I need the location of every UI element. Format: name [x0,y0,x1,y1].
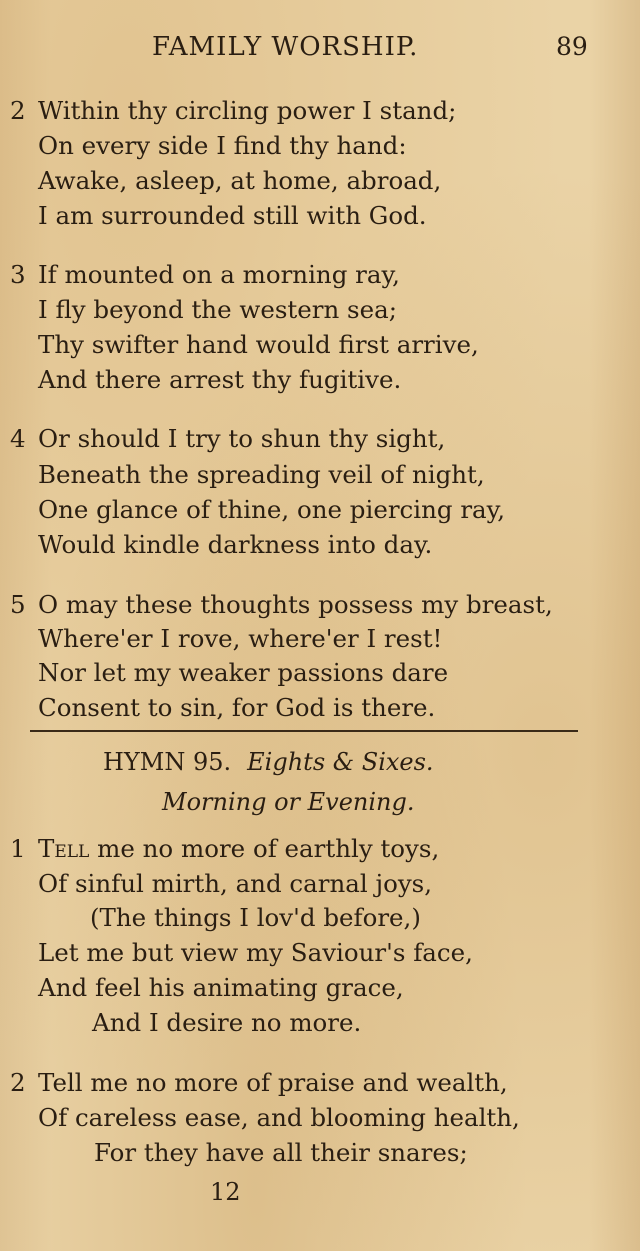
stanza-number: 5 [10,590,26,619]
verse-line: Awake, asleep, at home, abroad, [38,166,442,195]
verse-line: Where'er I rove, where'er I rest! [38,624,443,653]
verse-line: Beneath the spreading veil of night, [38,460,485,489]
stanza-number: 2 [10,1068,26,1097]
verse-line: Let me but view my Saviour's face, [38,938,473,967]
hymn-meter: Eights & Sixes. [247,748,434,776]
verse-line: If mounted on a morning ray, [38,260,400,289]
verse-line: Thy swifter hand would first arrive, [38,330,479,359]
verse-line: For they have all their snares; [94,1138,468,1167]
verse-line: And there arrest thy fugitive. [38,365,402,394]
hymn-subtitle: Morning or Evening. [162,788,415,816]
verse-line: Of sinful mirth, and carnal joys, [38,869,433,898]
verse-line [38,834,439,864]
verse-line: I am surrounded still with God. [38,201,427,230]
verse-line: (The things I lov'd before,) [90,903,421,932]
section-rule [30,730,578,732]
verse-line: Or should I try to shun thy sight, [38,424,446,453]
verse-line: And feel his animating grace, [38,973,404,1002]
verse-line: Nor let my weaker passions dare [38,658,449,687]
verse-line: I fly beyond the western sea; [38,295,397,324]
verse-line: Would kindle darkness into day. [38,530,433,559]
page-number: 89 [556,32,588,61]
signature-mark: 12 [210,1178,241,1206]
stanza-number: 4 [10,424,26,453]
verse-line: O may these thoughts possess my breast, [38,590,553,619]
verse-line: One glance of thine, one piercing ray, [38,495,506,524]
verse-line: Tell me no more of praise and wealth, [38,1068,508,1097]
hymn-number: HYMN 95. [103,748,232,776]
stanza-number: 2 [10,96,26,125]
first-word: Tell [38,834,90,863]
verse-line: Within thy circling power I stand; [38,96,457,125]
stanza-number: 1 [10,834,26,863]
verse-line: On every side I find thy hand: [38,131,407,160]
running-head: FAMILY WORSHIP. [152,32,419,62]
running-header [0,32,640,72]
verse-line-rest: me no more of earthly toys, [89,834,440,863]
verse-line: Of careless ease, and blooming health, [38,1103,520,1132]
verse-line: And I desire no more. [92,1008,362,1037]
stanza-number: 3 [10,260,26,289]
verse-line: Consent to sin, for God is there. [38,693,436,722]
hymn-title [103,748,434,776]
